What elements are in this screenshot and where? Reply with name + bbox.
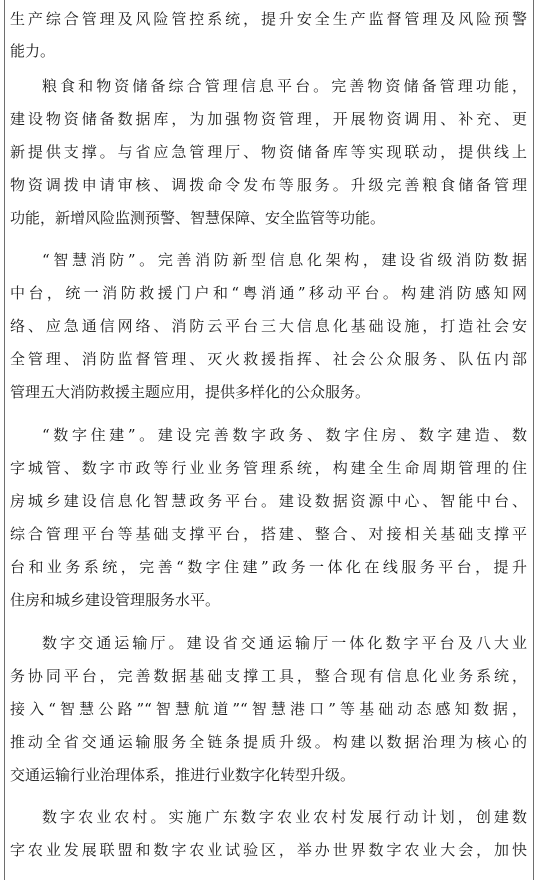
text-line: 络、应急通信网络、消防云平台三大信息化基础设施，打造社会安 — [10, 317, 527, 335]
text-line: 综合管理平台等基础支撑平台，搭建、整合、对接相关基础支撑平 — [10, 525, 527, 543]
paragraph-first-line: 粮食和物资储备综合管理信息平台。完善物资储备管理功能， — [42, 77, 527, 95]
text-line: 推动全省交通运输服务全链条提质升级。构建以数据治理为核心的 — [10, 733, 527, 751]
text-line: 管理五大消防救援主题应用，提供多样化的公众服务。 — [10, 383, 371, 401]
paragraph-first-line: 数字农业农村。实施广东数字农业农村发展行动计划，创建数 — [42, 808, 527, 826]
text-line: 字城管、数字市政等行业业务管理系统，构建全生命周期管理的住 — [10, 459, 527, 477]
text-line: 交通运输行业治理体系，推进行业数字化转型升级。 — [10, 766, 356, 784]
text-line: 接入“智慧公路”“智慧航道”“智慧港口”等基础动态感知数据， — [10, 700, 527, 718]
text-line: 房城乡建设信息化智慧政务平台。建设数据资源中心、智能中台、 — [10, 492, 527, 510]
text-line: 建设物资储备数据库，为加强物资管理，开展物资调用、补充、更 — [10, 110, 527, 128]
text-line: 台和业务系统，完善“数字住建”政务一体化在线服务平台，提升 — [10, 558, 527, 576]
text-line: 住房和城乡建设管理服务水平。 — [10, 591, 221, 609]
text-line: 全管理、消防监督管理、灭火救援指挥、社会公众服务、队伍内部 — [10, 350, 527, 368]
paragraph-first-line: “数字住建”。建设完善数字政务、数字住房、数字建造、数 — [42, 426, 527, 444]
paragraph-first-line: 数字交通运输厅。建设省交通运输厅一体化数字平台及八大业 — [42, 634, 527, 652]
text-line: 功能，新增风险监测预警、智慧保障、安全监管等功能。 — [10, 209, 386, 227]
text-line: 生产综合管理及风险管控系统，提升安全生产监督管理及风险预警 — [10, 10, 527, 28]
text-line: 务协同平台，完善数据基础支撑工具，整合现有信息化业务系统， — [10, 667, 527, 685]
text-line: 物资调拨申请审核、调拨命令发布等服务。升级完善粮食储备管理 — [10, 176, 527, 194]
text-line: 中台，统一消防救援门户和“粤消通”移动平台。构建消防感知网 — [10, 284, 527, 302]
text-line: 能力。 — [10, 42, 56, 60]
text-line: 新提供支撑。与省应急管理厅、物资储备库等实现联动，提供线上 — [10, 143, 527, 161]
paragraph-first-line: “智慧消防”。完善消防新型信息化架构，建设省级消防数据 — [42, 251, 527, 269]
text-line: 字农业发展联盟和数字农业试验区，举办世界数字农业大会，加快 — [10, 841, 527, 859]
